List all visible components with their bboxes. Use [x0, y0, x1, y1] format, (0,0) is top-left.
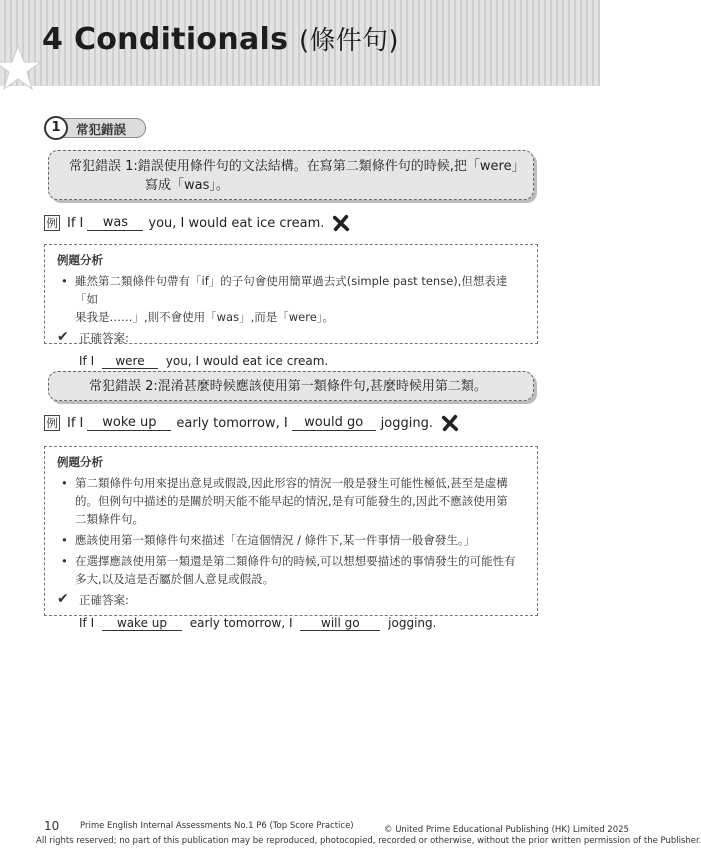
example-text-post: jogging. [380, 415, 433, 431]
example-text-mid: early tomorrow, I [176, 415, 288, 431]
mistake-1-banner-line1: 常犯錯誤 1:錯誤使用條件句的文法結構。在寫第二類條件句的時候,把「were」 [69, 159, 525, 174]
mistake-1-example [44, 214, 350, 232]
answer-text-post: jogging. [388, 616, 437, 630]
answer-blank-2: will go [300, 616, 380, 631]
answer-text-post: you, I would eat ice cream. [165, 354, 329, 368]
bullet-line: 多大,以及這是否屬於個人意見或假設。 [75, 572, 275, 586]
correct-label-text: 正確答案: [79, 593, 129, 607]
answer-blank-1: wake up [102, 616, 182, 631]
rights-notice: All rights reserved; no part of this publication may be reproduced, photocopied, recorded or otherwise, without the prior written permission of the Publisher. [36, 836, 701, 846]
bullet-line: 果我是……」,則不會使用「was」,而是「were」。 [75, 310, 335, 324]
chapter-number: 4 [42, 22, 64, 57]
mistake-2-example [44, 414, 459, 432]
wrong-cross-icon [441, 414, 459, 432]
analysis-heading: 例題分析 [57, 253, 103, 267]
mistake-1-banner [48, 150, 534, 200]
analysis-bullet [57, 531, 527, 549]
mistake-2-banner-text: 常犯錯誤 2:混淆甚麼時候應該使用第一類條件句,甚麼時候用第二類。 [89, 379, 487, 394]
answer-text-pre: If I [79, 354, 95, 368]
example-blank-2: would go [292, 415, 376, 431]
correct-answer-label [57, 329, 527, 347]
analysis-bullet [57, 552, 527, 588]
correct-answer [57, 352, 527, 370]
example-blank: was [87, 215, 143, 231]
answer-text-mid: early tomorrow, I [189, 616, 293, 630]
chapter-title-en: Conditionals [73, 22, 289, 57]
page-title [42, 20, 399, 57]
bullet-line: • 雖然第二類條件句帶有「if」的子句會使用簡單過去式(simple past tense),但想表達「如 [75, 274, 508, 306]
analysis-bullet [57, 272, 527, 326]
wrong-cross-icon [332, 214, 350, 232]
mistake-1-analysis [44, 244, 538, 368]
answer-text-pre: If I [79, 616, 95, 630]
analysis-bullet [57, 474, 527, 528]
bullet-line: • 應該使用第一類條件句來描述「在這個情況 / 條件下,某一件事情一般會發生。」 [75, 533, 476, 547]
chapter-title-zh: (條件句) [299, 26, 399, 56]
example-text-pre: If I [67, 415, 84, 431]
example-text-pre: If I [67, 215, 84, 231]
mistake-1-banner-line2: 寫成「was」。 [145, 178, 229, 193]
check-icon: ✔ [57, 591, 69, 607]
correct-answer-label [57, 591, 527, 609]
bullet-line: 的。但例句中描述的是關於明天能不能早起的情況,是有可能發生的,因此不應該使用第 [75, 494, 508, 508]
star-icon [0, 44, 42, 92]
answer-blank: were [102, 354, 158, 369]
chapter-header [0, 0, 600, 86]
mistake-2-analysis [44, 446, 538, 630]
bullet-line: 二類條件句。 [75, 512, 144, 526]
example-tag: 例 [44, 215, 60, 231]
correct-answer [57, 614, 527, 632]
section-title: 常犯錯誤 [76, 122, 127, 137]
example-blank-1: woke up [87, 415, 171, 431]
book-title: Prime English Internal Assessments No.1 P6 (Top Score Practice) [80, 821, 354, 831]
section-number: 1 [44, 116, 68, 140]
correct-label-text: 正確答案: [79, 331, 129, 345]
bullet-line: • 在選擇應該使用第一類還是第二類條件句的時候,可以想想要描述的事情發生的可能性有 [75, 554, 516, 568]
example-text-post: you, I would eat ice cream. [148, 215, 325, 231]
section-label [44, 116, 148, 140]
check-icon: ✔ [57, 329, 69, 345]
mistake-2-banner [48, 371, 534, 401]
example-tag: 例 [44, 415, 60, 431]
bullet-line: • 第二類條件句用來提出意見或假設,因此形容的情況一般是發生可能性極低,甚至是虛構 [75, 476, 508, 490]
copyright: © United Prime Educational Publishing (HK) Limited 2025 [384, 825, 629, 835]
analysis-heading: 例題分析 [57, 455, 103, 469]
page-number: 10 [44, 819, 60, 833]
